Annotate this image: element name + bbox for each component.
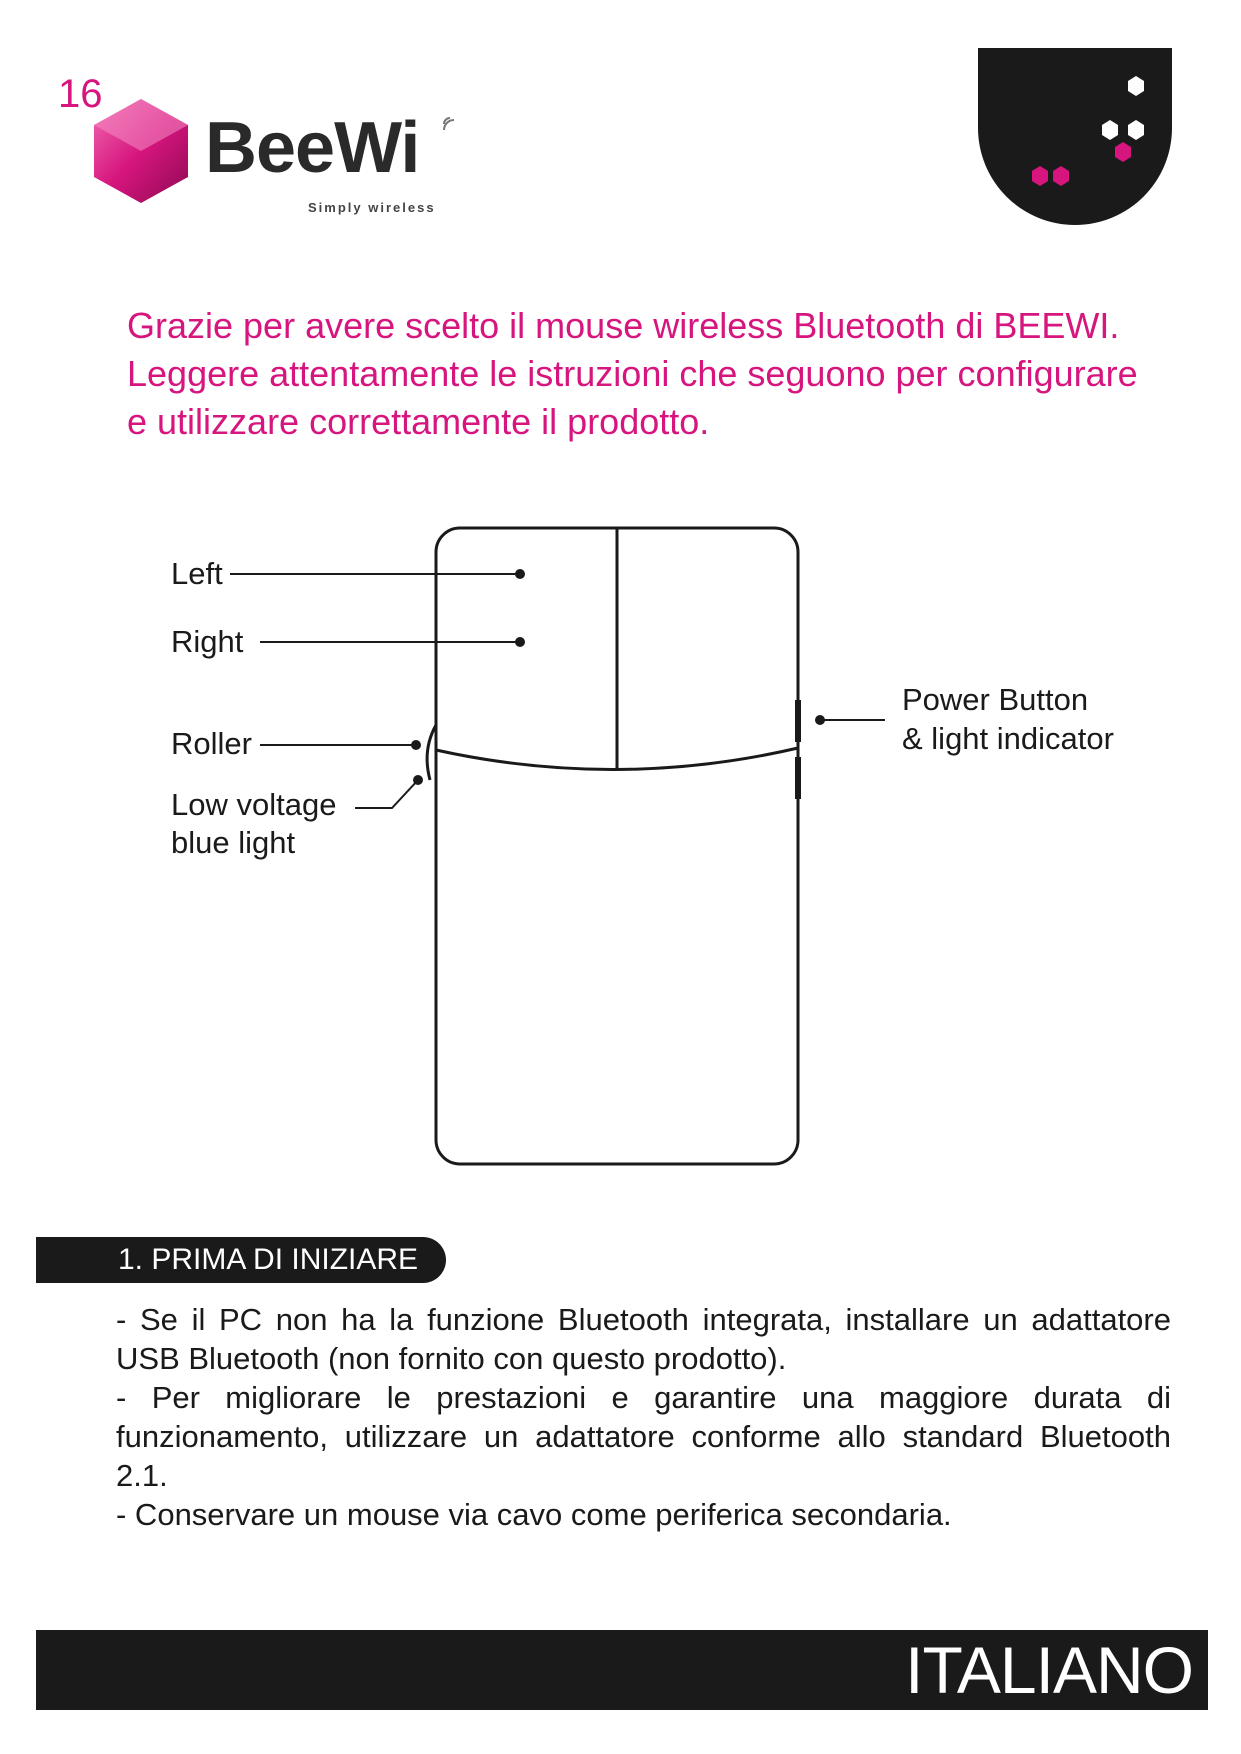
page-number: 16	[58, 72, 103, 116]
intro-line: Grazie per avere scelto il mouse wireless Bluetooth di BEEWI.	[127, 305, 1120, 346]
intro-line: Leggere attentamente le istruzioni che seguono per configurare	[127, 353, 1138, 394]
brand-name: BeeWi	[205, 108, 420, 188]
section-body	[116, 1300, 1171, 1534]
label-power-button: Power Button	[902, 682, 1089, 717]
power-button-shape	[795, 700, 801, 742]
intro-line: e utilizzare correttamente il prodotto.	[127, 401, 710, 442]
label-light-indicator: & light indicator	[902, 721, 1114, 756]
power-button-shape	[795, 757, 801, 799]
language-label: ITALIANO	[905, 1633, 1193, 1707]
section-title: 1. PRIMA DI INIZIARE	[118, 1243, 419, 1276]
right-leader-dot	[515, 637, 525, 647]
roller-leader-dot	[411, 740, 421, 750]
list-item: - Per migliorare le prestazioni e garantire una maggiore durata di funzionamento, utilizzare un adattatore conforme allo standard Bluetooth 2.1.	[116, 1380, 1171, 1493]
power-leader-dot	[815, 715, 825, 725]
list-item: - Conservare un mouse via cavo come periferica secondaria.	[116, 1497, 952, 1532]
low-voltage-leader-line	[355, 780, 418, 808]
left-leader-dot	[515, 569, 525, 579]
label-low-voltage: Low voltage	[171, 787, 337, 822]
label-roller: Roller	[171, 726, 252, 761]
list-item: - Se il PC non ha la funzione Bluetooth integrata, installare un adattatore USB Bluetooth (non fornito con questo prodotto).	[116, 1302, 1171, 1376]
label-left: Left	[171, 556, 223, 591]
brand-tagline: Simply wireless	[308, 200, 436, 215]
label-right: Right	[171, 624, 244, 659]
low-voltage-leader-dot	[413, 775, 423, 785]
label-blue-light: blue light	[171, 825, 296, 860]
